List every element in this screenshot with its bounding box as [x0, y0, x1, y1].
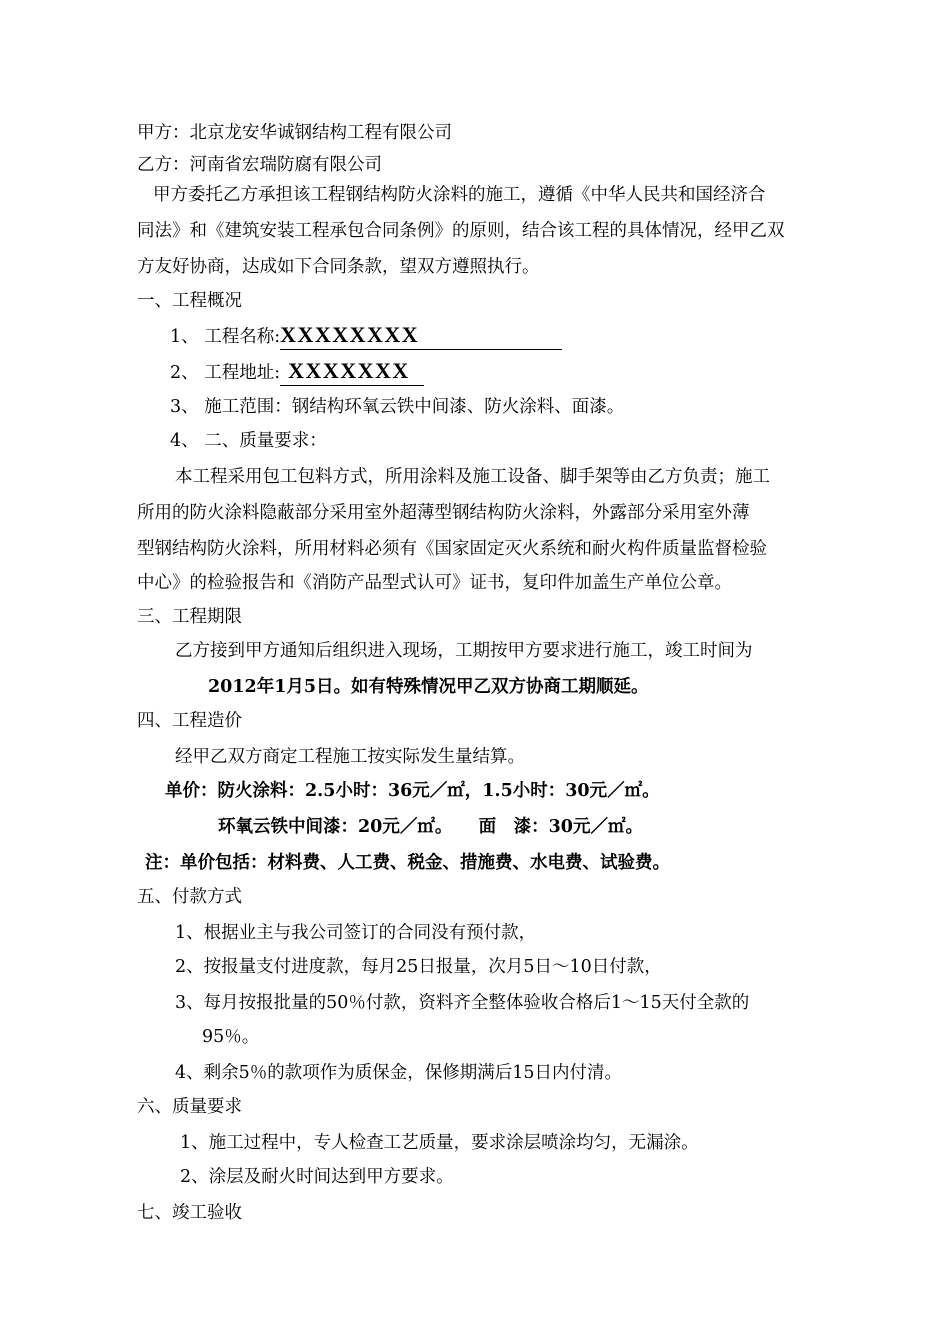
section-1-body-3: 型钢结构防火涂料，所用材料必须有《国家固定灭火系统和耐火构件质量监督检验: [137, 539, 767, 559]
section-1-body-1: 本工程采用包工包料方式，所用涂料及施工设备、脚手架等由乙方负责；施工: [175, 467, 770, 487]
intro-line-1: 甲方委托乙方承担该工程钢结构防火涂料的施工，遵循《中华人民共和国经济合: [153, 185, 766, 205]
project-name-row: [170, 323, 562, 350]
construction-scope: 3、 施工范围：钢结构环氧云铁中间漆、防火涂料、面漆。: [170, 397, 625, 417]
section-3-body-2: 2012年1月5日。如有特殊情况甲乙双方协商工期顺延。: [208, 677, 649, 697]
quality-item-1: 1、施工过程中，专人检查工艺质量，要求涂层喷涂均匀，无漏涂。: [180, 1133, 699, 1153]
payment-item-3-cont: 95％。: [202, 1027, 260, 1047]
section-1-heading: 一、工程概况: [137, 291, 242, 311]
section-6-heading: 六、质量要求: [137, 1097, 242, 1117]
payment-item-3: 3、每月按报批量的50％付款，资料齐全整体验收合格后1～15天付全款的: [175, 993, 750, 1013]
intro-line-2: 同法》和《建筑安装工程承包合同条例》的原则，结合该工程的具体情况，经甲乙双: [137, 221, 785, 241]
project-address-row: [170, 359, 424, 386]
payment-item-4: 4、剩余5％的款项作为质保金，保修期满后15日内付清。: [175, 1063, 623, 1083]
payment-item-2: 2、按报量支付进度款，每月25日报量，次月5日～10日付款，: [175, 957, 662, 977]
quality-requirement-heading: 4、 二、质量要求：: [170, 431, 327, 451]
project-address-underline: [280, 359, 424, 386]
section-3-body-1: 乙方接到甲方通知后组织进入现场，工期按甲方要求进行施工，竣工时间为: [175, 641, 753, 661]
section-1-body-2: 所用的防火涂料隐蔽部分采用室外超薄型钢结构防火涂料，外露部分采用室外薄: [137, 503, 750, 523]
payment-item-1: 1、根据业主与我公司签订的合同没有预付款，: [175, 923, 537, 943]
project-address-value: XXXXXXX: [288, 358, 410, 383]
project-name-underline: [280, 323, 562, 350]
section-1-body-4: 中心》的检验报告和《消防产品型式认可》证书，复印件加盖生产单位公章。: [137, 573, 732, 593]
section-7-heading: 七、竣工验收: [137, 1203, 242, 1223]
quality-item-2: 2、涂层及耐火时间达到甲方要求。: [180, 1167, 454, 1187]
section-4-heading: 四、工程造价: [137, 711, 242, 731]
party-a-line: 甲方：北京龙安华诚钢结构工程有限公司: [137, 123, 452, 143]
section-5-heading: 五、付款方式: [137, 887, 242, 907]
section-4-body: 经甲乙双方商定工程施工按实际发生量结算。: [175, 747, 525, 767]
intro-line-3: 方友好协商，达成如下合同条款，望双方遵照执行。: [137, 257, 540, 277]
project-name-label: 1、 工程名称:: [170, 327, 281, 347]
unit-price-line-2: 环氧云铁中间漆：20元／㎡。 面 漆：30元／㎡。: [218, 817, 643, 837]
section-3-heading: 三、工程期限: [137, 607, 242, 627]
party-b-line: 乙方：河南省宏瑞防腐有限公司: [137, 155, 382, 175]
price-note: 注：单价包括：材料费、人工费、税金、措施费、水电费、试验费。: [145, 853, 670, 873]
project-name-value: XXXXXXXX: [280, 322, 420, 347]
unit-price-line-1: 单价：防火涂料：2.5小时：36元／㎡，1.5小时：30元／㎡。: [165, 781, 660, 801]
project-address-label: 2、 工程地址:: [170, 363, 281, 383]
